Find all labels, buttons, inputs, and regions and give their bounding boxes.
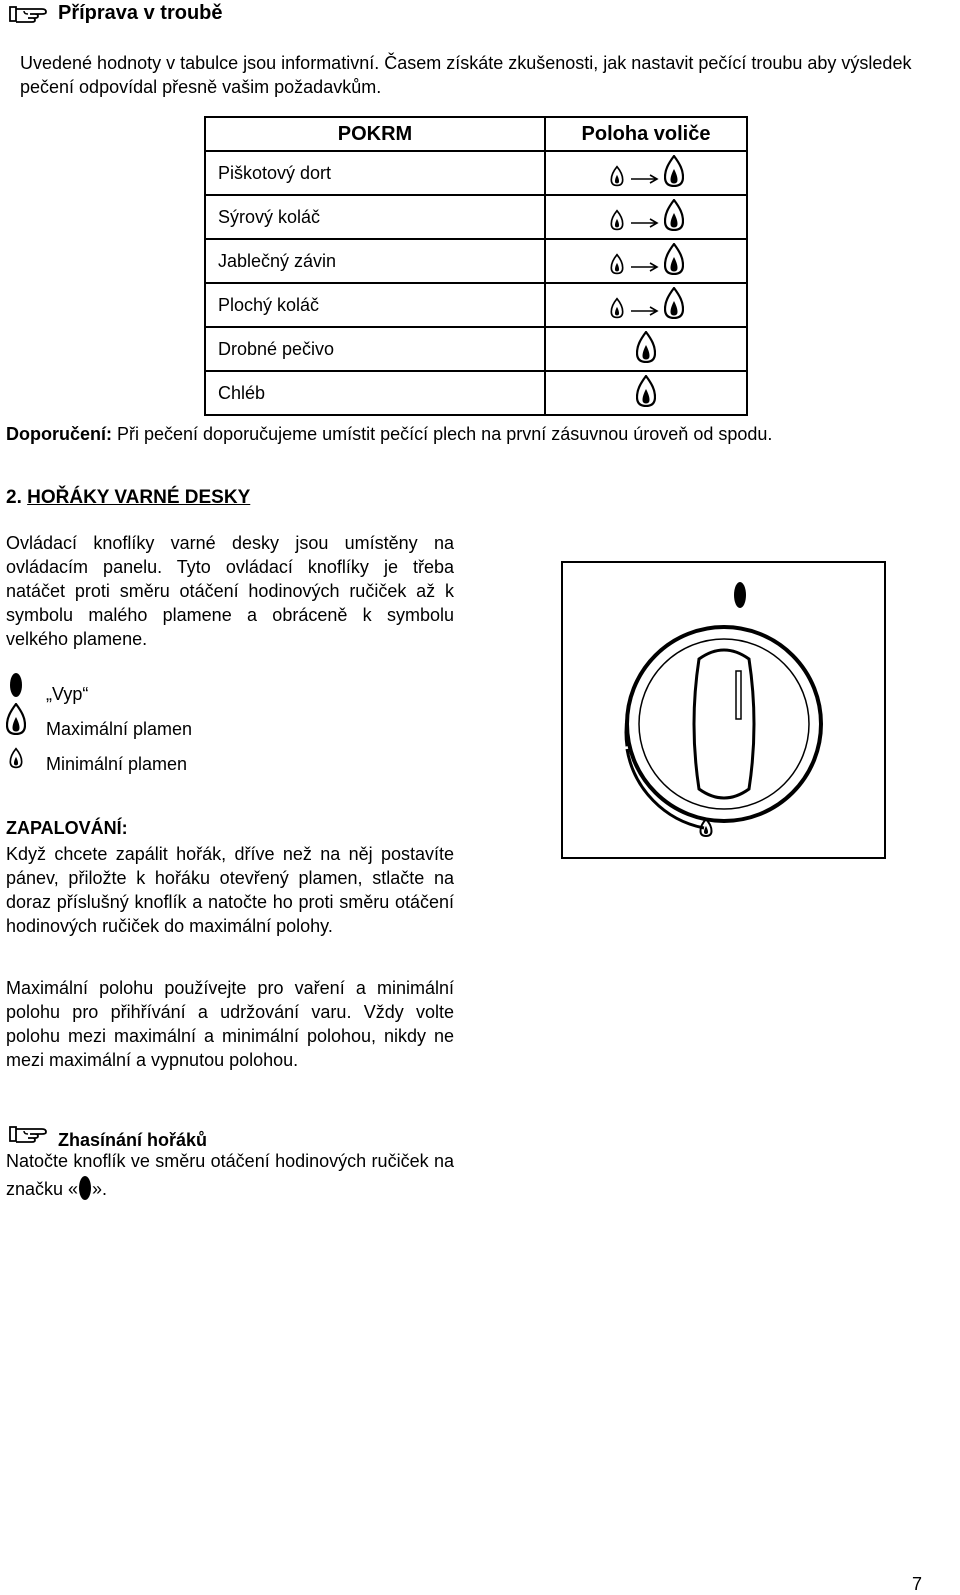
header-food: POKRM [205, 117, 545, 151]
large-flame-icon [636, 375, 656, 407]
arrow-right-icon [630, 173, 660, 185]
small-flame-icon [608, 205, 626, 231]
section-number: 2. [6, 487, 22, 508]
large-flame-icon [664, 199, 684, 231]
off-dot-icon [734, 582, 746, 608]
recommendation-label: Doporučení: [6, 424, 112, 444]
large-flame-icon [664, 243, 684, 275]
table-row [205, 327, 747, 371]
large-flame-icon [636, 331, 656, 363]
food-cell: Drobné pečivo [205, 327, 545, 371]
section-heading-oven [8, 2, 223, 25]
position-cell [545, 327, 747, 371]
arrow-right-icon [630, 217, 660, 229]
large-flame-icon [664, 155, 684, 187]
small-to-large-flame-icon [608, 199, 684, 231]
ignition-title: ZAPALOVÁNÍ: [6, 818, 128, 838]
pointing-hand-icon [8, 1123, 48, 1145]
section-title: HOŘÁKY VARNÉ DESKY [27, 487, 251, 508]
arrow-right-icon [630, 305, 660, 317]
small-flame-icon [608, 161, 626, 187]
legend-item-min [6, 736, 187, 775]
recommendation [6, 422, 946, 446]
section-heading-extinguish [8, 1116, 207, 1151]
pointing-hand-icon [8, 3, 48, 25]
control-knob-diagram [563, 563, 884, 857]
food-cell: Sýrový koláč [205, 195, 545, 239]
position-cell [545, 283, 747, 327]
ignition-paragraph-2: Maximální polohu používejte pro vaření a minimální polohu pro přihřívání a udržování varu. Vždy volte polohu mezi maximální a minimální polohou, nikdy ne mezi maximální a vypnutou polohou. [6, 978, 454, 1070]
small-to-large-flame-icon [608, 243, 684, 275]
food-cell: Plochý koláč [205, 283, 545, 327]
small-flame-icon [7, 743, 25, 769]
position-cell [545, 195, 747, 239]
small-flame-icon [608, 293, 626, 319]
food-cell: Piškotový dort [205, 151, 545, 195]
table-row [205, 371, 747, 415]
burners-paragraph: Ovládací knoflíky varné desky jsou umístěny na ovládacím panelu. Tyto ovládací knoflíky je třeba natáčet proti směru otáčení hodinových ručiček až k symbolu malého plamene a obráceně k symbolu velkého plamene. [6, 533, 454, 649]
off-dot-icon [9, 672, 23, 698]
legend-label: Maximální plamen [46, 719, 193, 739]
section-title: Zhasínání hořáků [58, 1130, 208, 1150]
food-cell: Chléb [205, 371, 545, 415]
extinguish-text: Natočte knoflík ve směru otáčení hodinových ručiček na značku « [6, 1151, 454, 1199]
legend-item-max [6, 697, 192, 740]
ignition-paragraph-1: Když chcete zapálit hořák, dříve než na něj postavíte pánev, přiložte k hořáku otevřený plamen, stlačte na doraz příslušný knoflík a natočte ho proti směru otáčení hodinových ručiček do maximální polohy. [6, 844, 454, 936]
table-header-row [205, 117, 747, 151]
baking-table [204, 116, 748, 416]
table-row [205, 151, 747, 195]
large-flame-icon [6, 703, 26, 735]
extinguish-text-end: ». [92, 1179, 108, 1199]
page-number: 7 [912, 1574, 923, 1594]
small-to-large-flame-icon [608, 155, 684, 187]
small-flame-icon [608, 249, 626, 275]
knob-illustration [561, 561, 886, 859]
table-row [205, 239, 747, 283]
small-to-large-flame-icon [608, 287, 684, 319]
position-cell [545, 371, 747, 415]
section-title: Příprava v troubě [58, 2, 223, 24]
position-cell [545, 151, 747, 195]
extinguish-paragraph [6, 1147, 454, 1203]
legend-label: Minimální plamen [46, 754, 188, 774]
legend-label: „Vyp“ [46, 684, 89, 704]
large-flame-icon [664, 287, 684, 319]
arrow-right-icon [630, 261, 660, 273]
table-row [205, 195, 747, 239]
intro-paragraph: Uvedené hodnoty v tabulce jsou informativní. Časem získáte zkušenosti, jak nastavit pečící troubu aby výsledek pečení odpovídal přesně vašim požadavkům. [20, 53, 912, 97]
food-cell: Jablečný závin [205, 239, 545, 283]
off-dot-icon [78, 1175, 92, 1201]
section-heading-burners [6, 487, 250, 509]
table-row [205, 283, 747, 327]
recommendation-text: Při pečení doporučujeme umístit pečící plech na první zásuvnou úroveň od spodu. [112, 424, 773, 444]
header-position: Poloha voliče [545, 117, 747, 151]
position-cell [545, 239, 747, 283]
